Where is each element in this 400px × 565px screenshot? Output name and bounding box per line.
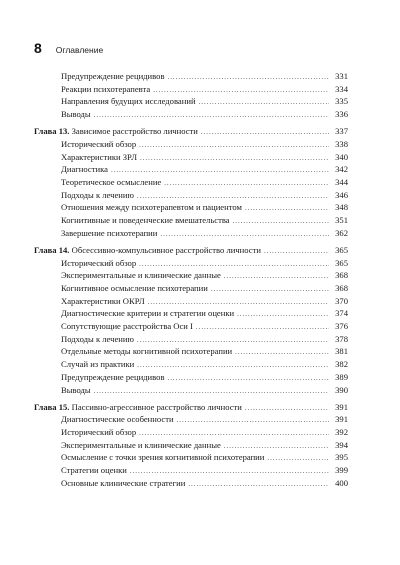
chapter-label [34,244,261,257]
dot-leader [235,345,329,359]
chapter-title: Пассивно-агрессивное расстройство личности [71,401,242,412]
toc-entry[interactable] [34,201,348,214]
toc-entry[interactable] [34,95,348,108]
toc-section [34,70,348,121]
dot-leader [111,163,329,177]
toc-section [34,401,348,490]
dot-leader [160,227,329,241]
entry-label: Выводы [61,109,91,120]
dot-leader [267,451,329,465]
entry-label: Исторический обзор [61,427,137,438]
chapter-label [34,125,198,138]
dot-leader [233,214,329,228]
dot-leader [139,138,329,152]
entry-label: Предупреждение рецидивов [61,71,165,81]
chapter-label [34,401,242,414]
toc-entry[interactable] [34,384,348,397]
toc-entry[interactable] [34,282,348,295]
chapter-title: Обсессивно-компульсивное расстройство личности [71,244,261,255]
entry-label: Выводы [61,384,91,395]
entry-label: Диагностические особенности [61,414,174,425]
toc-entry[interactable] [34,371,348,384]
dot-leader [164,176,329,190]
entry-label: Направления будущих исследований [61,96,196,107]
toc-entry[interactable] [34,413,348,426]
toc-entry[interactable] [34,70,348,83]
entry-label: Подходы к лечению [61,189,134,200]
dot-leader [245,201,329,215]
dot-leader [139,426,329,440]
toc-entry[interactable] [34,227,348,240]
entry-label: Реакции психотерапевта [61,83,151,94]
dot-leader [245,401,329,415]
dot-leader [148,295,329,309]
entry-page-number: 378 [335,333,348,344]
entry-label: Диагностика [61,164,108,175]
entry-label: Предупреждение рецидивов [61,371,165,382]
toc-section [34,125,348,239]
entry-label: Экспериментальные и клинические данные [61,270,221,281]
entry-label: Отношения между психотерапевтом и пациентом [61,202,242,213]
entry-page-number: 374 [335,308,348,319]
dot-leader [94,384,329,398]
chapter-prefix: Глава 15. [34,401,70,412]
toc-entry[interactable] [34,320,348,333]
entry-page-number: 336 [335,109,348,120]
dot-leader [177,413,329,427]
toc-section [34,244,348,396]
entry-page-number: 368 [335,283,348,293]
entry-page-number: 368 [335,270,348,281]
entry-label: Диагностические критерии и стратегии оценки [61,308,235,319]
toc-entry[interactable] [34,176,348,189]
dot-leader [199,95,329,109]
dot-leader [153,83,329,97]
dot-leader [140,151,329,165]
entry-page-number: 382 [335,359,348,370]
dot-leader [137,358,329,372]
chapter-page-number: 365 [335,244,348,255]
entry-page-number: 389 [335,371,348,382]
entry-page-number: 370 [335,295,348,306]
entry-label: Отдельные методы когнитивной психотерапии [61,346,233,357]
table-of-contents [34,70,348,494]
entry-page-number: 391 [335,414,348,425]
entry-page-number: 348 [335,202,348,213]
entry-page-number: 395 [335,452,348,463]
entry-label: Экспериментальные и клинические данные [61,439,221,450]
entry-page-number: 394 [335,439,348,450]
entry-label: Стратегии оценки [61,465,127,476]
toc-entry[interactable] [34,269,348,282]
toc-entry[interactable] [34,138,348,151]
toc-entry[interactable] [34,151,348,164]
entry-page-number: 390 [335,384,348,395]
toc-entry[interactable] [34,451,348,464]
entry-label: Основные клинические стратегии [61,477,186,488]
entry-label: Когнитивные и поведенческие вмешательства [61,215,230,226]
entry-label: Завершение психотерапии [61,227,158,238]
entry-label: Подходы к лечению [61,333,134,344]
toc-entry[interactable] [34,295,348,308]
dot-leader [196,320,329,334]
entry-page-number: 331 [335,71,348,81]
toc-entry[interactable] [34,358,348,371]
entry-label: Характеристики ЗРЛ [61,151,138,162]
entry-label: Случай из практики [61,359,135,370]
toc-chapter-entry[interactable] [34,244,348,257]
entry-page-number: 335 [335,96,348,107]
dot-leader [201,125,329,139]
entry-page-number: 399 [335,465,348,476]
entry-page-number: 338 [335,138,348,149]
dot-leader [168,70,329,84]
toc-entry[interactable] [34,477,348,490]
dot-leader [137,333,329,347]
entry-page-number: 400 [335,477,348,488]
dot-leader [168,371,329,385]
entry-page-number: 351 [335,215,348,226]
toc-entry[interactable] [34,345,348,358]
entry-page-number: 342 [335,164,348,175]
entry-label: Сопутствующие расстройства Оси I [61,321,193,332]
dot-leader [139,257,329,271]
toc-entry[interactable] [34,426,348,439]
toc-entry[interactable] [34,464,348,477]
toc-chapter-entry[interactable] [34,401,348,414]
dot-leader [264,244,329,258]
toc-entry[interactable] [34,163,348,176]
entry-label: Теоретическое осмысление [61,177,162,187]
toc-entry[interactable] [34,439,348,452]
dot-leader [211,282,329,296]
toc-entry[interactable] [34,214,348,227]
dot-leader [188,477,329,491]
page-header [34,40,103,56]
entry-page-number: 376 [335,321,348,332]
entry-label: Осмысление с точки зрения когнитивной психотерапии [61,452,265,463]
toc-chapter-entry[interactable] [34,125,348,138]
dot-leader [94,108,329,122]
chapter-page-number: 337 [335,126,348,137]
dot-leader [224,439,329,453]
entry-page-number: 381 [335,346,348,357]
toc-entry[interactable] [34,189,348,202]
entry-page-number: 344 [335,177,348,187]
entry-page-number: 334 [335,83,348,94]
entry-label: Когнитивное осмысление психотерапии [61,283,208,293]
entry-label: Исторический обзор [61,138,137,149]
running-title: Оглавление [55,45,104,55]
toc-entry[interactable] [34,83,348,96]
toc-entry[interactable] [34,307,348,320]
page-number: 8 [34,40,42,56]
dot-leader [224,269,329,283]
chapter-prefix: Глава 14. [34,244,70,255]
chapter-title: Зависимое расстройство личности [71,126,198,137]
entry-label: Исторический обзор [61,257,137,268]
entry-label: Характеристики ОКРЛ [61,295,145,306]
entry-page-number: 392 [335,427,348,438]
chapter-prefix: Глава 13. [34,126,70,137]
entry-page-number: 365 [335,257,348,268]
dot-leader [237,307,329,321]
toc-entry[interactable] [34,257,348,270]
toc-entry[interactable] [34,108,348,121]
chapter-page-number: 391 [335,401,348,412]
entry-page-number: 340 [335,151,348,162]
dot-leader [137,189,329,203]
dot-leader [130,464,329,478]
entry-page-number: 362 [335,227,348,238]
toc-entry[interactable] [34,333,348,346]
entry-page-number: 346 [335,189,348,200]
